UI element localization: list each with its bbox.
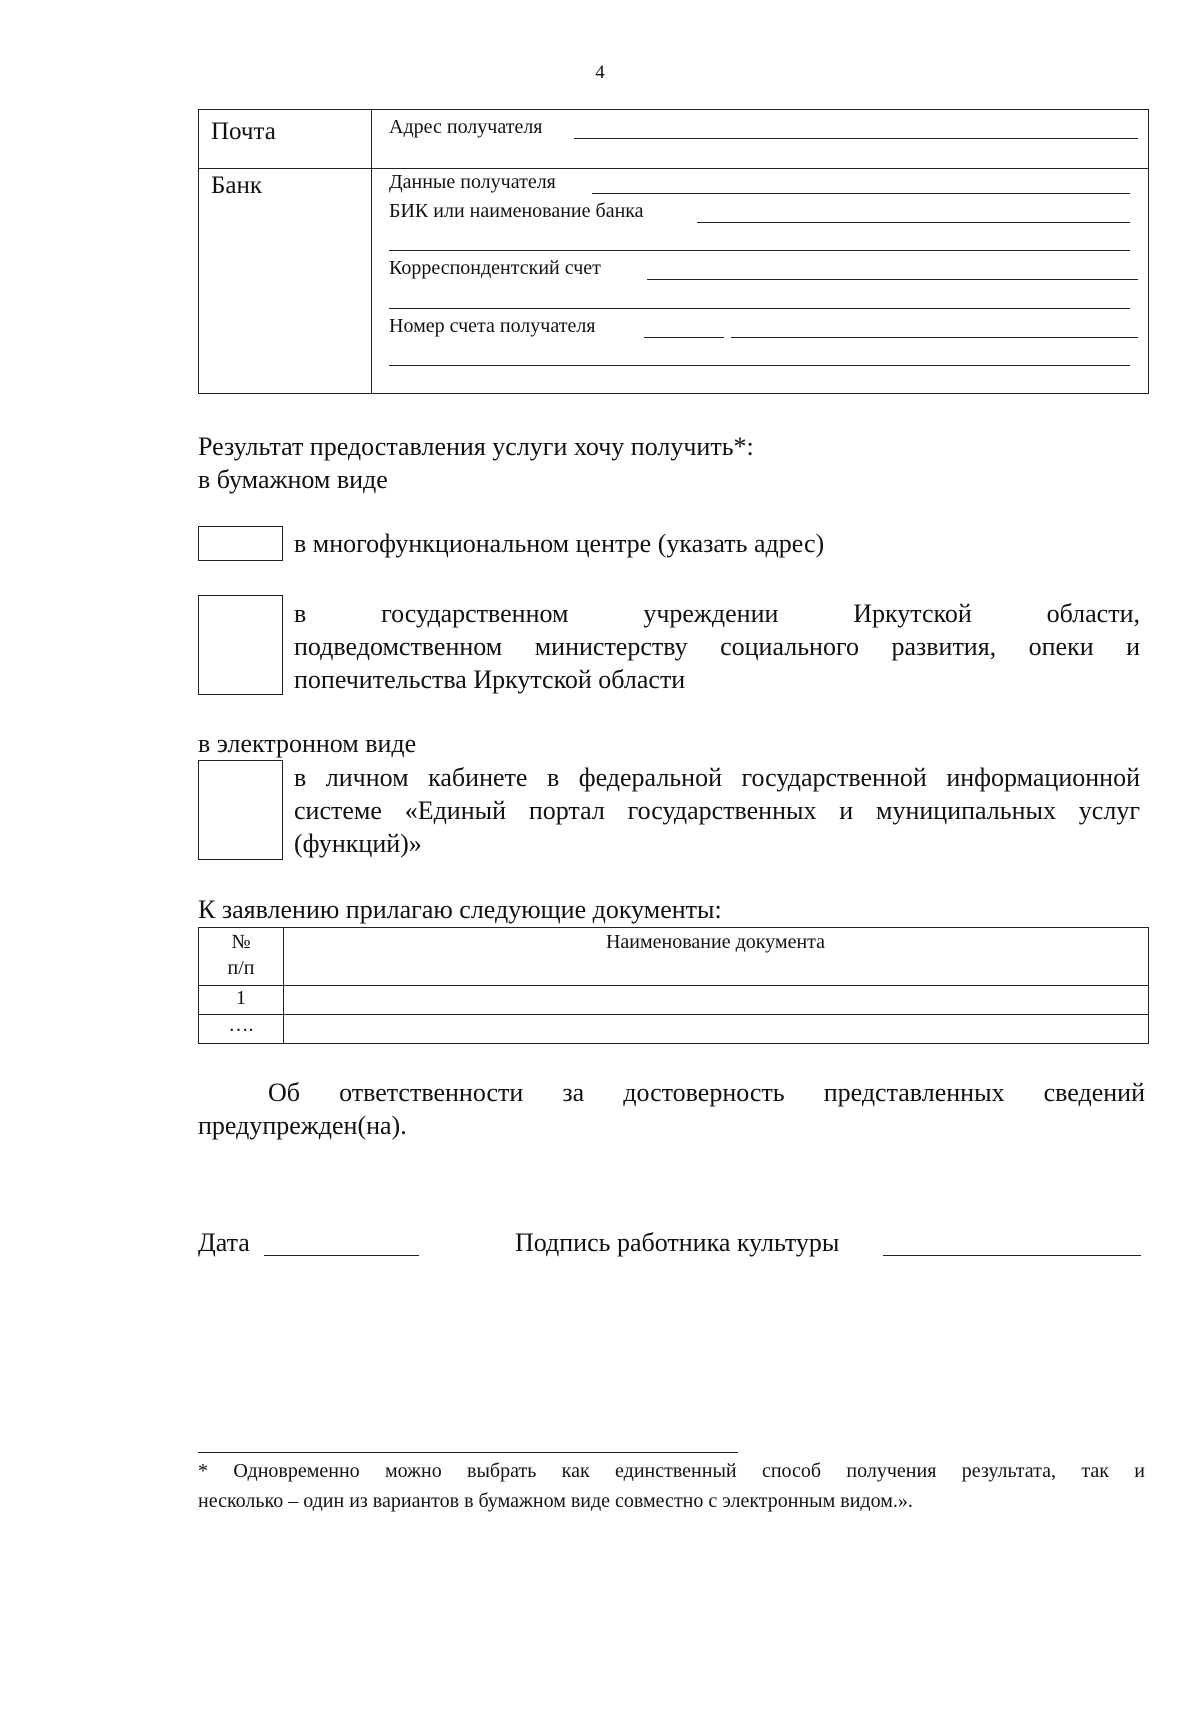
documents-heading: К заявлению прилагаю следующие документы: bbox=[198, 895, 722, 924]
col-number-header: № bbox=[231, 931, 251, 953]
bank-corr-label: Корреспондентский счет bbox=[389, 257, 601, 279]
footnote-line-1: * Одновременно можно выбрать как единственный способ получения результата, так и bbox=[198, 1460, 1145, 1482]
post-address-label: Адрес получателя bbox=[389, 116, 543, 138]
col-name-header: Наименование документа bbox=[605, 931, 826, 953]
bank-account-field-b[interactable] bbox=[731, 337, 1138, 338]
table-divider bbox=[199, 168, 1148, 169]
row-1-number: 1 bbox=[236, 987, 246, 1009]
responsibility-line-1: Об ответственности за достоверность представленных сведений bbox=[268, 1078, 1145, 1107]
bank-label: Банк bbox=[211, 172, 262, 199]
signature-field[interactable] bbox=[883, 1255, 1141, 1256]
signature-label: Подпись работника культуры bbox=[515, 1228, 840, 1257]
portal-option-line-2: системе «Единый портал государственных и муниципальных услуг bbox=[294, 796, 1140, 825]
col-number-subheader: п/п bbox=[227, 957, 255, 979]
portal-option-line-1: в личном кабинете в федеральной государственной информационной bbox=[294, 763, 1140, 792]
table-divider bbox=[199, 985, 1148, 986]
date-field[interactable] bbox=[264, 1255, 419, 1256]
electronic-form-label: в электронном виде bbox=[198, 729, 417, 758]
bank-account-label: Номер счета получателя bbox=[389, 315, 596, 337]
bank-recipient-field[interactable] bbox=[592, 193, 1130, 194]
result-heading: Результат предоставления услуги хочу получить*: bbox=[198, 432, 754, 461]
bank-corr-field[interactable] bbox=[647, 279, 1138, 280]
paper-form-label: в бумажном виде bbox=[198, 465, 388, 494]
mfc-option-label: в многофункциональном центре (указать адрес) bbox=[294, 529, 825, 558]
portal-option-line-3: (функций)» bbox=[294, 829, 422, 858]
state-institution-line-2: подведомственном министерству социального развития, опеки и bbox=[294, 632, 1140, 661]
bank-recipient-label: Данные получателя bbox=[389, 171, 556, 193]
date-label: Дата bbox=[198, 1228, 250, 1257]
state-institution-checkbox[interactable] bbox=[198, 595, 283, 695]
bank-account-field-a[interactable] bbox=[644, 337, 724, 338]
recipient-table bbox=[198, 109, 1149, 394]
post-label: Почта bbox=[211, 118, 276, 145]
footnote-separator bbox=[198, 1452, 738, 1453]
portal-checkbox[interactable] bbox=[198, 760, 283, 860]
row-2-number: …. bbox=[228, 1014, 254, 1036]
footnote-line-2: несколько – один из вариантов в бумажном виде совместно с электронным видом.». bbox=[198, 1490, 913, 1512]
bank-account-field-continued[interactable] bbox=[389, 365, 1130, 366]
table-divider bbox=[371, 110, 372, 393]
state-institution-line-3: попечительства Иркутской области bbox=[294, 665, 686, 694]
table-divider bbox=[199, 1014, 1148, 1015]
page-number: 4 bbox=[595, 62, 605, 83]
bank-bik-label: БИК или наименование банка bbox=[389, 200, 644, 222]
bank-bik-field-continued[interactable] bbox=[389, 250, 1130, 251]
documents-table bbox=[198, 927, 1149, 1044]
bank-bik-field[interactable] bbox=[697, 222, 1130, 223]
bank-corr-field-continued[interactable] bbox=[389, 308, 1130, 309]
responsibility-line-2: предупрежден(на). bbox=[198, 1111, 407, 1140]
post-address-field[interactable] bbox=[574, 138, 1138, 139]
state-institution-line-1: в государственном учреждении Иркутской области, bbox=[294, 599, 1140, 628]
mfc-checkbox[interactable] bbox=[198, 526, 283, 561]
